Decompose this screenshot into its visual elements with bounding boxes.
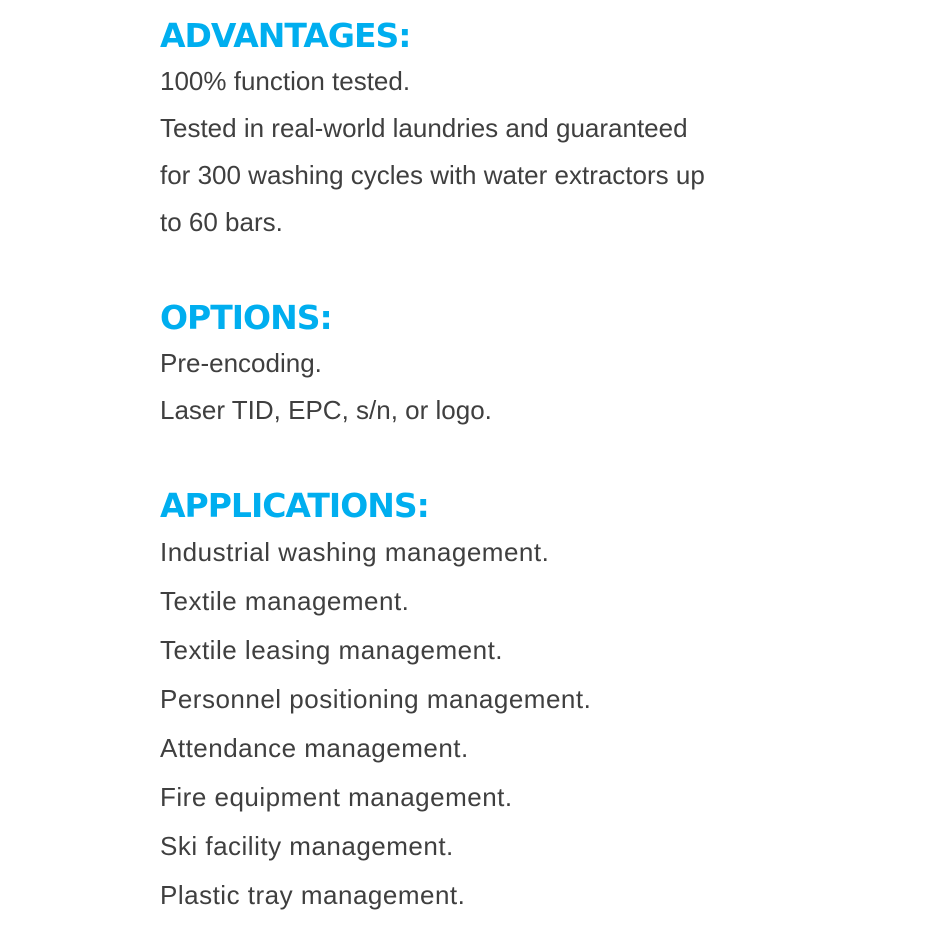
applications-section <box>160 484 800 920</box>
applications-line: Attendance management. <box>160 733 469 763</box>
options-line: Laser TID, EPC, s/n, or logo. <box>160 395 492 425</box>
advantages-line: 100% function tested. <box>160 66 411 96</box>
advantages-section <box>160 14 800 246</box>
advantages-line: Tested in real-world laundries and guaranteed <box>160 113 688 143</box>
applications-line: Personnel positioning management. <box>160 684 592 714</box>
options-section <box>160 296 800 434</box>
options-line: Pre-encoding. <box>160 348 322 378</box>
applications-line: Textile leasing management. <box>160 635 504 665</box>
applications-line: Textile management. <box>160 586 410 616</box>
advantages-line: for 300 washing cycles with water extractors up <box>160 160 705 190</box>
applications-line: Ski facility management. <box>160 831 454 861</box>
advantages-heading: ADVANTAGES: <box>160 16 411 55</box>
applications-line: Industrial washing management. <box>160 537 550 567</box>
product-info-document <box>160 14 800 920</box>
applications-line: Fire equipment management. <box>160 782 513 812</box>
applications-heading: APPLICATIONS: <box>160 486 429 525</box>
applications-line: Plastic tray management. <box>160 880 466 910</box>
advantages-line: to 60 bars. <box>160 207 283 237</box>
options-heading: OPTIONS: <box>160 298 332 337</box>
